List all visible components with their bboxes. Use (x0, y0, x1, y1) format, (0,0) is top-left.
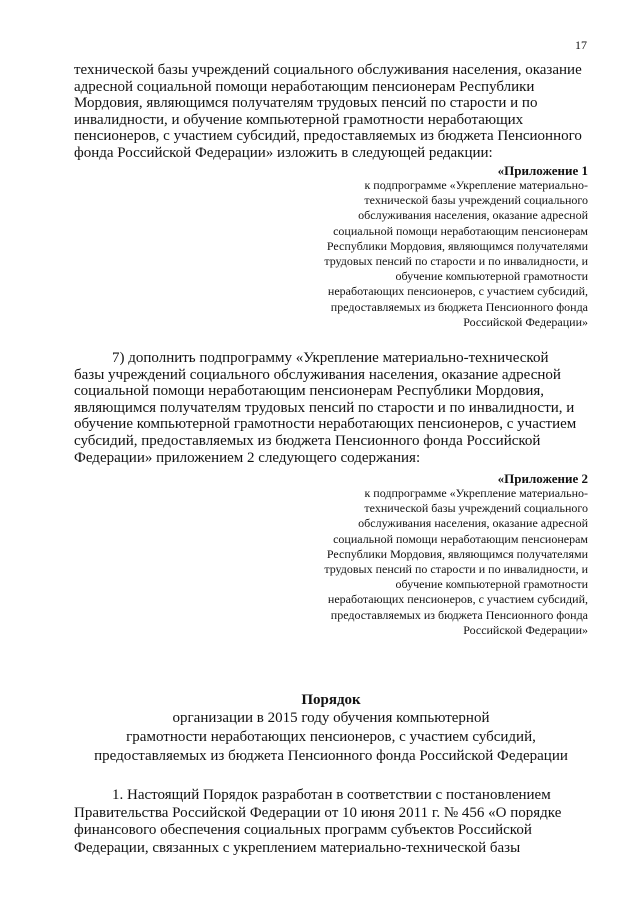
text-line: адресной социальной помощи неработающим пенсионерам Республики (74, 78, 535, 95)
appendix-line: технической базы учреждений социального (364, 501, 588, 516)
appendix-2-title: «Приложение 2 (497, 471, 588, 486)
appendix-line: социальной помощи неработающим пенсионерам (333, 223, 588, 238)
appendix-line: Республики Мордовия, являющимся получателями (326, 546, 588, 561)
text-line: фонда Российской Федерации» изложить в следующей редакции: (74, 144, 493, 161)
text-line: 1. Настоящий Порядок разработан в соответствии с постановлением (112, 787, 551, 803)
order-subtitle-line: организации в 2015 году обучения компьютерной (172, 710, 490, 726)
text-line: технической базы учреждений социального обслуживания населения, оказание (74, 62, 582, 78)
appendix-line: трудовых пенсий по старости и по инвалидности, и (324, 562, 588, 577)
order-subtitle-line: грамотности неработающих пенсионеров, с участием субсидий, (126, 729, 536, 745)
appendix-1-block (300, 164, 588, 330)
paragraph-1 (74, 787, 588, 857)
text-line: Мордовия, являющимся получателям трудовых пенсий по старости и по (74, 95, 538, 112)
appendix-line: трудовых пенсий по старости и по инвалидности, и (324, 254, 588, 269)
text-line: инвалидности, и обучение компьютерной грамотности неработающих (74, 111, 524, 128)
appendix-line: предоставляемых из бюджета Пенсионного фонда (330, 299, 588, 314)
appendix-line: предоставляемых из бюджета Пенсионного фонда (330, 607, 588, 622)
text-line: Федерации» приложением 2 следующего содержания: (74, 449, 421, 466)
order-heading (74, 692, 588, 766)
appendix-1-title: «Приложение 1 (497, 163, 588, 178)
text-line: обучение компьютерной грамотности неработающих пенсионеров, с участием (74, 416, 577, 433)
appendix-line: обслуживания населения, оказание адресной (358, 208, 588, 223)
appendix-line: неработающих пенсионеров, с участием субсидий, (327, 284, 588, 299)
appendix-line: Российской Федерации» (463, 314, 588, 329)
text-line: финансового обеспечения социальных программ субъектов Российской (74, 822, 532, 838)
appendix-line: Российской Федерации» (463, 622, 588, 637)
text-line: субсидий, предоставляемых из бюджета Пенсионного фонда Российской (74, 432, 541, 449)
text-line: пенсионеров, с участием субсидий, предоставляемых из бюджета Пенсионного (74, 128, 582, 145)
text-line: 7) дополнить подпрограмму «Укрепление материально-технической (112, 350, 549, 366)
text-line: базы учреждений социального обслуживания населения, оказание адресной (74, 366, 561, 383)
appendix-line: социальной помощи неработающим пенсионерам (333, 531, 588, 546)
paragraph-7 (74, 350, 588, 466)
appendix-2-block (300, 472, 588, 638)
appendix-line: к подпрограмме «Укрепление материально- (364, 178, 588, 192)
order-subtitle-line: предоставляемых из бюджета Пенсионного фонда Российской Федерации (94, 748, 568, 764)
appendix-line: к подпрограмме «Укрепление материально- (364, 486, 588, 500)
intro-paragraph (74, 62, 588, 162)
text-line: Федерации, связанных с укреплением материально-технической базы (74, 839, 521, 856)
appendix-line: обслуживания населения, оказание адресной (358, 516, 588, 531)
appendix-line: неработающих пенсионеров, с участием субсидий, (327, 592, 588, 607)
page-number: 17 (575, 38, 587, 52)
text-line: Правительства Российской Федерации от 10 июня 2011 г. № 456 «О порядке (74, 804, 562, 821)
appendix-line: технической базы учреждений социального (364, 193, 588, 208)
text-line: социальной помощи неработающим пенсионерам Республики Мордовия, (74, 383, 545, 400)
text-line: являющимся получателям трудовых пенсий по старости и по инвалидности, и (74, 399, 575, 416)
order-title: Порядок (301, 692, 361, 708)
appendix-line: обучение компьютерной грамотности (395, 269, 588, 284)
appendix-line: Республики Мордовия, являющимся получателями (326, 238, 588, 253)
appendix-line: обучение компьютерной грамотности (395, 577, 588, 592)
